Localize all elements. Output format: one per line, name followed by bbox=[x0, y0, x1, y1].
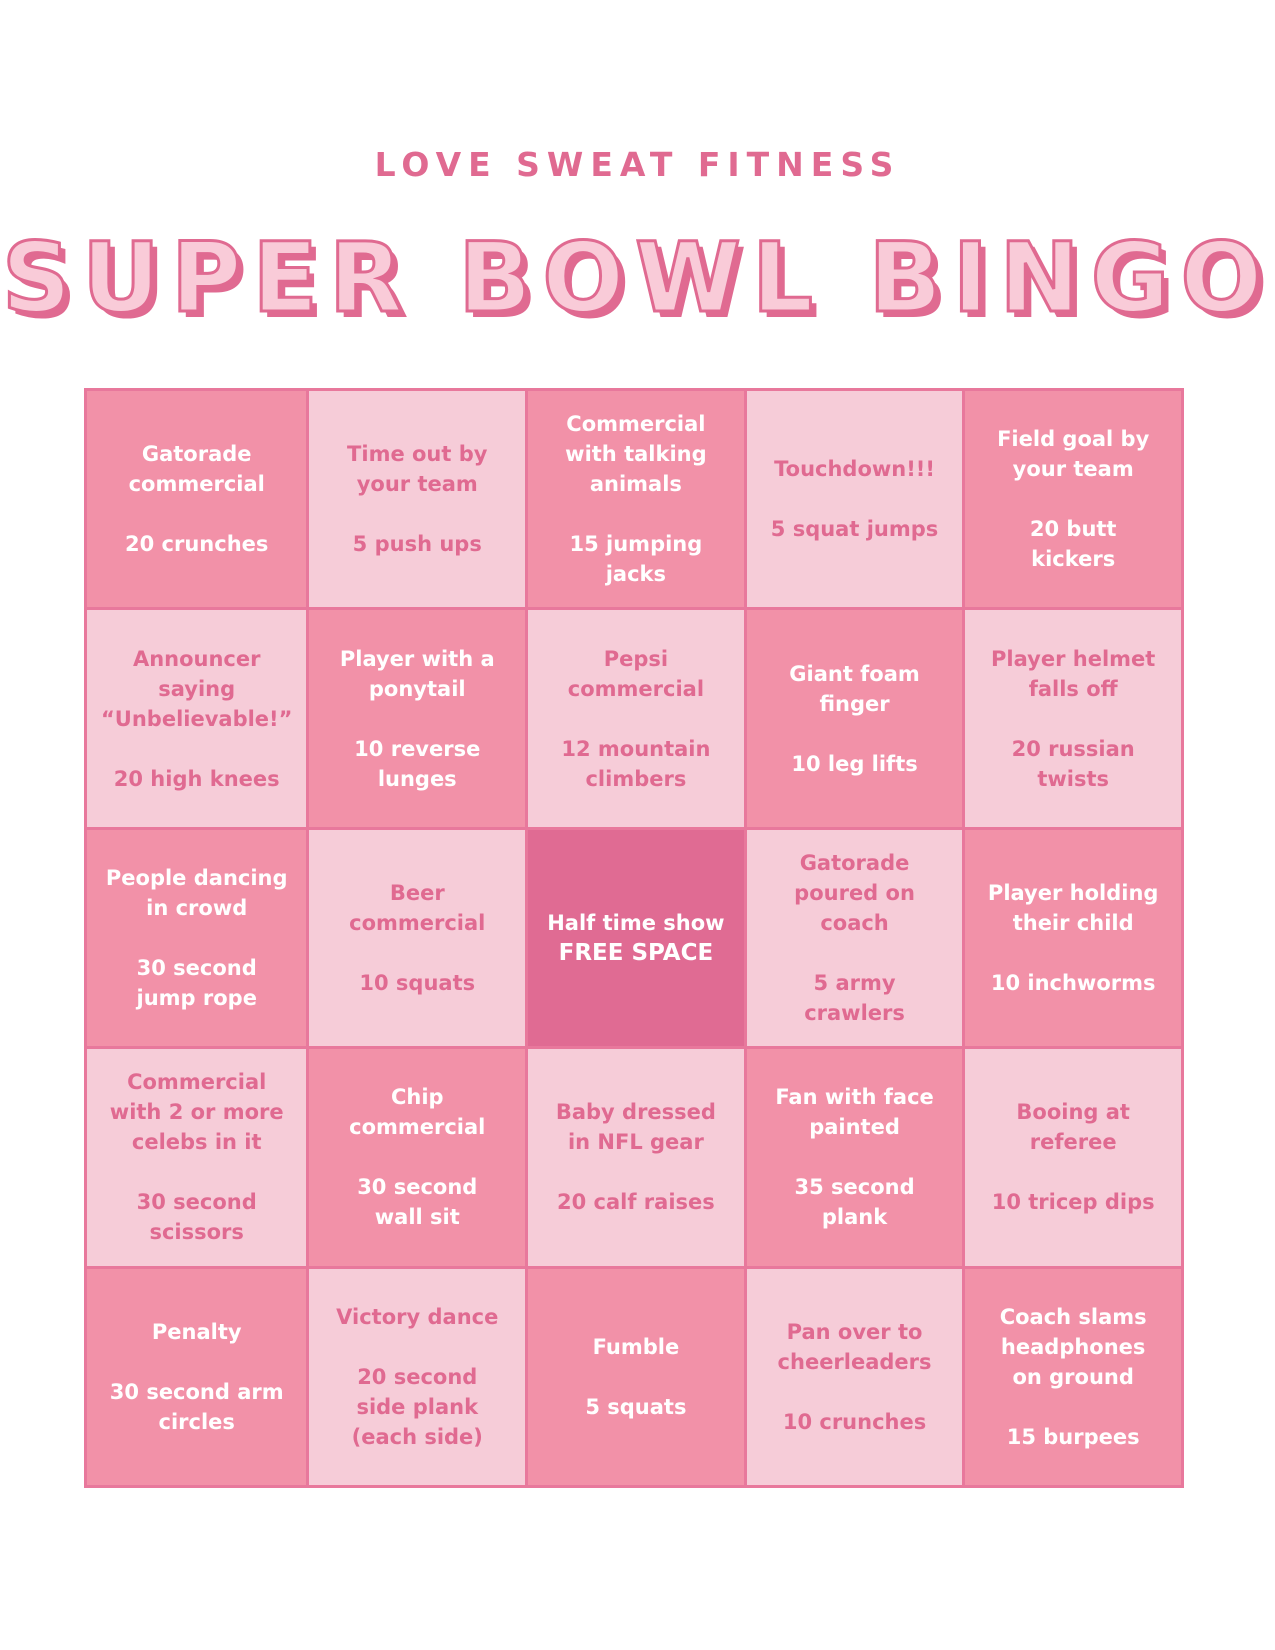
cell-event: Half time show bbox=[547, 910, 725, 935]
cell-exercise: 20 russian twists bbox=[1011, 736, 1135, 791]
cell-event: Touchdown!!! bbox=[774, 457, 935, 482]
cell-event: Gatorade poured on coach bbox=[794, 850, 915, 935]
cell-exercise: 5 push ups bbox=[352, 532, 482, 557]
bingo-cell bbox=[309, 1049, 525, 1265]
bingo-cell bbox=[747, 610, 963, 826]
bingo-cell bbox=[965, 610, 1181, 826]
cell-event: Player with a ponytail bbox=[339, 646, 495, 701]
bingo-cell bbox=[965, 830, 1181, 1046]
free-space-label: FREE SPACE bbox=[558, 939, 714, 966]
cell-event: Beer commercial bbox=[349, 880, 486, 935]
bingo-cell bbox=[747, 1049, 963, 1265]
cell-exercise: 5 army crawlers bbox=[804, 970, 905, 1025]
cell-exercise: 20 butt kickers bbox=[1029, 517, 1117, 572]
cell-event: Booing at referee bbox=[1016, 1100, 1130, 1155]
cell-event: Baby dressed in NFL gear bbox=[555, 1100, 716, 1155]
cell-event: Field goal by your team bbox=[997, 427, 1150, 482]
cell-event: Commercial with talking animals bbox=[565, 412, 707, 497]
cell-exercise: 10 reverse lunges bbox=[354, 736, 481, 791]
bingo-cell bbox=[309, 391, 525, 607]
bingo-cell bbox=[747, 830, 963, 1046]
bingo-cell bbox=[747, 391, 963, 607]
cell-exercise: 30 second wall sit bbox=[357, 1175, 478, 1230]
bingo-cell bbox=[87, 391, 306, 607]
cell-exercise: 5 squats bbox=[585, 1394, 687, 1419]
cell-event: Chip commercial bbox=[349, 1085, 486, 1140]
bingo-cell bbox=[87, 1269, 306, 1485]
cell-event: Coach slams headphones on ground bbox=[999, 1304, 1147, 1389]
cell-exercise: 12 mountain climbers bbox=[561, 736, 711, 791]
cell-exercise: 10 squats bbox=[359, 970, 476, 995]
cell-event: Pepsi commercial bbox=[567, 646, 705, 701]
cell-exercise: 10 inchworms bbox=[990, 970, 1156, 995]
cell-exercise: 30 second jump rope bbox=[136, 955, 257, 1010]
cell-exercise: 30 second arm circles bbox=[109, 1379, 284, 1434]
cell-event: Time out by your team bbox=[347, 442, 488, 497]
bingo-cell bbox=[747, 1269, 963, 1485]
cell-exercise: 20 crunches bbox=[125, 532, 269, 557]
cell-event: Pan over to cheerleaders bbox=[777, 1319, 932, 1374]
cell-event: Penalty bbox=[151, 1319, 242, 1344]
cell-exercise: 35 second plank bbox=[794, 1175, 915, 1230]
cell-exercise: 15 burpees bbox=[1006, 1424, 1140, 1449]
cell-exercise: 5 squat jumps bbox=[770, 517, 939, 542]
cell-exercise: 10 leg lifts bbox=[791, 751, 918, 776]
cell-exercise: 20 calf raises bbox=[557, 1190, 715, 1215]
cell-event: Fumble bbox=[592, 1334, 680, 1359]
cell-event: People dancing in crowd bbox=[105, 865, 288, 920]
bingo-cell bbox=[528, 610, 744, 826]
bingo-cell bbox=[965, 1049, 1181, 1265]
cell-exercise: 10 crunches bbox=[782, 1409, 927, 1434]
bingo-cell bbox=[528, 1049, 744, 1265]
cell-event: Player helmet falls off bbox=[991, 646, 1156, 701]
bingo-cell bbox=[87, 830, 306, 1046]
bingo-cell bbox=[528, 391, 744, 607]
bingo-cell bbox=[965, 1269, 1181, 1485]
bingo-grid bbox=[84, 388, 1184, 1488]
free-space-cell bbox=[528, 830, 744, 1046]
brand-name: LOVE SWEAT FITNESS bbox=[374, 145, 901, 184]
bingo-cell bbox=[309, 610, 525, 826]
cell-exercise: 20 high knees bbox=[113, 766, 280, 791]
bingo-cell bbox=[309, 1269, 525, 1485]
cell-event: Gatorade commercial bbox=[128, 442, 265, 497]
bingo-cell bbox=[528, 1269, 744, 1485]
bingo-cell bbox=[87, 1049, 306, 1265]
cell-event: Fan with face painted bbox=[775, 1085, 934, 1140]
page-title: SUPER BOWL BINGO bbox=[1, 222, 1274, 334]
cell-exercise: 20 second side plank (each side) bbox=[351, 1364, 483, 1449]
cell-event: Giant foam finger bbox=[789, 661, 920, 716]
cell-event: Commercial with 2 or more celebs in it bbox=[109, 1070, 284, 1155]
cell-event: Announcer saying “Unbelievable!” bbox=[101, 646, 293, 731]
cell-exercise: 10 tricep dips bbox=[991, 1190, 1155, 1215]
cell-event: Player holding their child bbox=[987, 880, 1159, 935]
cell-exercise: 15 jumping jacks bbox=[569, 532, 703, 587]
cell-exercise: 30 second scissors bbox=[136, 1190, 257, 1245]
bingo-cell bbox=[309, 830, 525, 1046]
cell-event: Victory dance bbox=[336, 1304, 499, 1329]
bingo-cell bbox=[87, 610, 306, 826]
bingo-cell bbox=[965, 391, 1181, 607]
